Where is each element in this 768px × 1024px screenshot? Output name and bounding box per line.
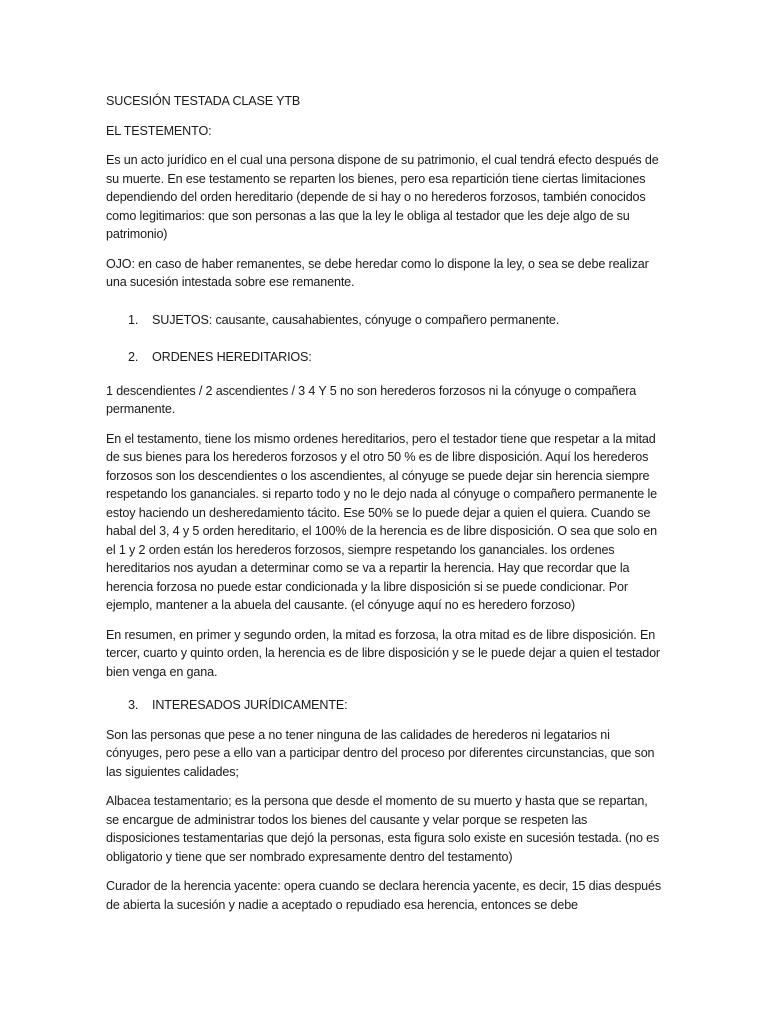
curador-paragraph: Curador de la herencia yacente: opera cuando se declara herencia yacente, es decir, 15 dias después de abierta la sucesión y nadie a aceptado o repudiado esa herencia, entonces se debe	[106, 879, 662, 912]
summary-paragraph: En resumen, en primer y segundo orden, la mitad es forzosa, la otra mitad es de libre disposición. En tercer, cuarto y quinto orden, la herencia es de libre disposición y se le puede dejar a quien el testador bien venga en gana.	[106, 627, 660, 679]
interesados-paragraph: Son las personas que pese a no tener ninguna de las calidades de herederos ni legatarios ni cónyuges, pero pese a ello van a participar dentro del proceso por diferentes circunstancias, que son las siguientes calidades;	[106, 727, 655, 779]
list-number: 1.	[128, 312, 139, 327]
document-title: SUCESIÓN TESTADA CLASE YTB	[106, 94, 301, 108]
ojo-paragraph: OJO: en caso de haber remanentes, se debe heredar como lo dispone la ley, o sea se debe realizar una sucesión intestada sobre ese remanente.	[106, 256, 649, 289]
list-number: 2.	[128, 350, 139, 364]
list-text: INTERESADOS JURÍDICAMENTE:	[152, 698, 348, 712]
list-text: ORDENES HEREDITARIOS:	[152, 350, 312, 364]
list-item-ordenes	[106, 348, 662, 367]
document-page	[106, 92, 662, 925]
list-item-interesados	[106, 696, 662, 715]
list-item-sujetos	[106, 311, 662, 330]
intro-paragraph: Es un acto jurídico en el cual una persona dispone de su patrimonio, el cual tendrá efecto después de su muerte. En ese testamento se reparten los bienes, pero esa repartición tiene ciertas limitaciones dependiendo del orden hereditario (depende de si hay o no herederos forzosos, también conocidos como legitimarios: que son personas a las que la ley le obliga al testador que les deje algo de su patrimonio)	[106, 153, 659, 241]
list-text: SUJETOS: causante, causahabientes, cónyuge o compañero permanente.	[152, 312, 560, 327]
section-heading-testamento: EL TESTEMENTO:	[106, 123, 212, 138]
orders-paragraph: 1 descendientes / 2 ascendientes / 3 4 Y 5 no son herederos forzosos ni la cónyuge o compañera permanente.	[106, 383, 637, 416]
albacea-paragraph: Albacea testamentario; es la persona que desde el momento de su muerto y hasta que se repartan, se encargue de administrar todos los bienes del causante y velar porque se respeten las disposiciones testamentarias que dejó la personas, esta figura solo existe en sucesión testada. (no es obligatorio y tiene que ser nombrado expresamente dentro del testamento)	[106, 794, 660, 864]
testament-paragraph: En el testamento, tiene los mismo ordenes hereditarios, pero el testador tiene que respetar a la mitad de sus bienes para los herederos forzosos y el otro 50 % es de libre disposición. Aquí los herederos forzosos son los descendientes o los ascendientes, al cónyuge se puede dejar sin herencia siempre respetando los gananciales. si reparto todo y no le dejo nada al cónyuge o compañero permanente le estoy haciendo un desheredamiento tácito. Ese 50% se lo puede dejar a quien el quiera. Cuando se habal del 3, 4 y 5 orden hereditario, el 100% de la herencia es de libre disposición. O sea que solo en el 1 y 2 orden están los herederos forzosos, siempre respetando los gananciales. los ordenes hereditarios nos ayudan a determinar como se va a repartir la herencia. Hay que recordar que la herencia forzosa no puede estar condicionada y la libre disposición si se puede condicionar. Por ejemplo, mantener a la abuela del causante. (el cónyuge aquí no es heredero forzoso)	[106, 431, 657, 612]
list-number: 3.	[128, 698, 139, 712]
